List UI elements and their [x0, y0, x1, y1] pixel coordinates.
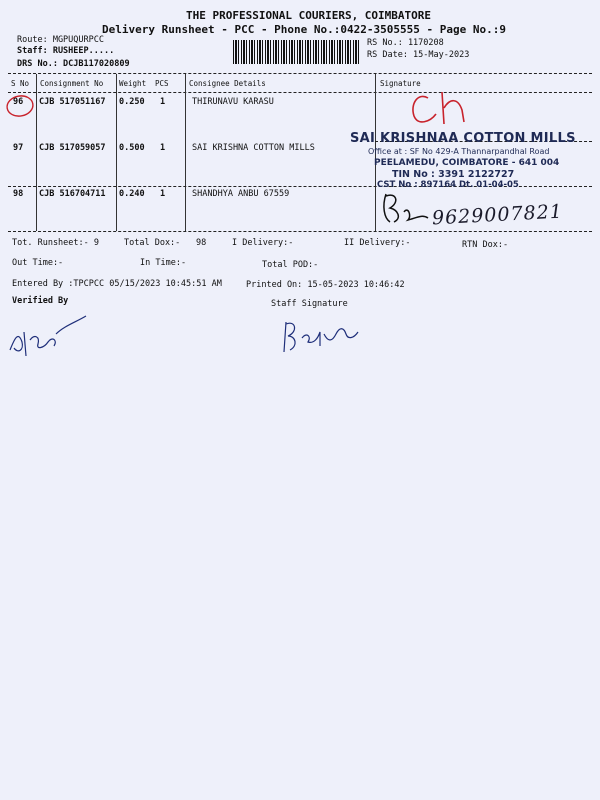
row-consignee: SHANDHYA ANBU 67559 [192, 189, 290, 199]
col-consignment: Consignment No [40, 79, 104, 88]
i-delivery: I Delivery:- [232, 238, 294, 248]
row-weight: 0.500 [119, 143, 145, 153]
in-time: In Time:- [140, 258, 187, 268]
row-consignment: CJB 516704711 [39, 189, 106, 199]
staff-signature-icon [280, 312, 360, 358]
rtn-dox: RTN Dox:- [462, 240, 509, 250]
row-weight: 0.240 [119, 189, 145, 199]
row-weight: 0.250 [119, 97, 145, 107]
tot-runsheet: Tot. Runsheet:- 9 [12, 238, 99, 248]
rs-date: RS Date: 15-May-2023 [367, 50, 470, 60]
total-pod: Total POD:- [262, 260, 319, 270]
drs-number: DRS No.: DCJB117020809 [17, 59, 130, 69]
signature-icon [378, 188, 438, 232]
row-pcs: 1 [160, 189, 166, 199]
route: Route: MGPUQURPCC [17, 35, 104, 45]
out-time: Out Time:- [12, 258, 64, 268]
row-sno: 97 [13, 143, 24, 153]
col-signature: Signature [380, 79, 421, 88]
rs-number: RS No.: 1170208 [367, 38, 444, 48]
col-pcs: PCS [155, 79, 169, 88]
staff: Staff: RUSHEEP..... [17, 46, 115, 56]
company-name: THE PROFESSIONAL COURIERS, COIMBATORE [186, 9, 432, 22]
stamp-area: PEELAMEDU, COIMBATORE - 641 004 [374, 158, 560, 168]
row-consignment: CJB 517059057 [39, 143, 106, 153]
verifier-signature-icon [4, 312, 94, 362]
stamp-cst: CST No : 897164 Dt. 01-04-05 [377, 180, 519, 190]
col-consignee: Consignee Details [189, 79, 266, 88]
stamp-office: Office at : SF No 429-A Thannarpandhal Road [368, 147, 550, 156]
entered-by: Entered By :TPCPCC 05/15/2023 10:45:51 AM [12, 279, 222, 289]
staff-signature-label: Staff Signature [271, 299, 348, 309]
col-sno: S No [11, 79, 30, 88]
row-consignee: SAI KRISHNA COTTON MILLS [192, 143, 315, 153]
stamp-name: SAI KRISHNAA COTTON MILLS [350, 131, 576, 146]
row-sno: 98 [13, 189, 24, 199]
row-consignment: CJB 517051167 [39, 97, 106, 107]
row-pcs: 1 [160, 143, 166, 153]
verified-by-label: Verified By [12, 296, 69, 306]
handwritten-phone: 9629007821 [431, 200, 564, 230]
runsheet-title: Delivery Runsheet - PCC - Phone No.:0422-3505555 - Page No.:9 [102, 23, 506, 36]
total-dox-value: 98 [196, 238, 207, 248]
printed-on: Printed On: 15-05-2023 10:46:42 [246, 280, 405, 290]
col-weight: Weight [119, 79, 147, 88]
ii-delivery: II Delivery:- [344, 238, 411, 248]
row-sno: 96 [13, 97, 24, 107]
row-consignee: THIRUNAVU KARASU [192, 97, 274, 107]
stamp-tin: TIN No : 3391 2122727 [392, 169, 515, 180]
row-pcs: 1 [160, 97, 166, 107]
total-dox-label: Total Dox:- [124, 238, 181, 248]
